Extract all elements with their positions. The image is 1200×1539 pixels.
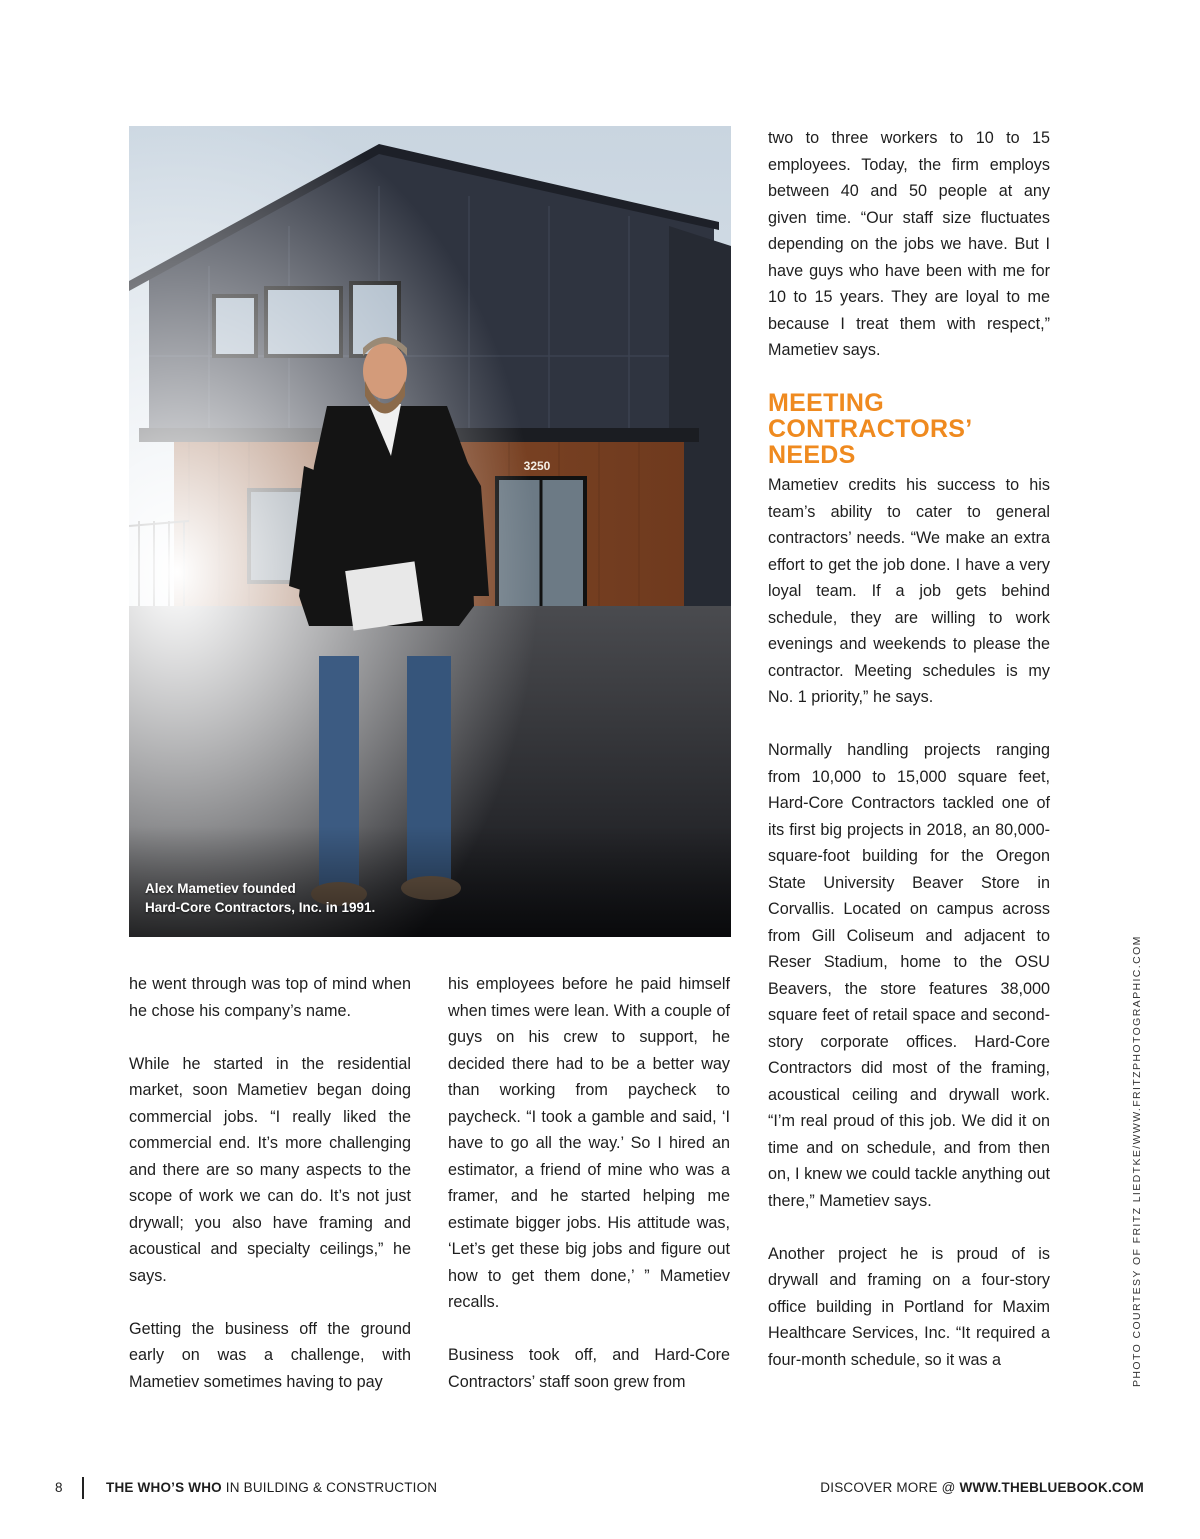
article-column-left	[129, 971, 411, 1395]
feature-photo	[129, 126, 731, 937]
paragraph: Business took off, and Hard-Core Contractors’ staff soon grew from	[448, 1346, 730, 1391]
footer-divider	[82, 1477, 84, 1499]
paragraph: Mametiev credits his success to his team’s ability to cater to general contractors’ needs. “We make an extra effort to get the job done. I have a very loyal team. If a job gets behind schedule, they are willing to work evenings and weekends to please the contractor. Meeting schedules is my No. 1 priority,” he says.	[768, 476, 1050, 706]
article-column-middle	[448, 971, 730, 1395]
paragraph: Normally handling projects ranging from 10,000 to 15,000 square feet, Hard-Core Contractors tackled one of its first big projects in 2018, an 80,000-square-foot building for the Oregon State University Beaver Store in Corvallis. Located on campus across from Gill Coliseum and adjacent to Reser Stadium, home to the OSU Beavers, the store features 38,000 square feet of retail space and second-story corporate offices. Hard-Core Contractors did most of the framing, acoustical ceiling and drywall work. “I’m real proud of this job. We did it on time and on schedule, and from then on, I knew we could tackle anything out there,” Mametiev says.	[768, 741, 1050, 1210]
paragraph: his employees before he paid himself when times were lean. With a couple of guys on his crew to support, he decided there had to be a better way than working from paycheck to paycheck. “I took a gamble and said, ‘I have to go all the way.’ So I hired an estimator, a friend of mine who was a framer, and he started helping me estimate bigger jobs. His attitude was, ‘Let’s get these big jobs and figure out how to get them done,’ ” Mametiev recalls.	[448, 975, 730, 1311]
publication-title-rest: IN BUILDING & CONSTRUCTION	[221, 1480, 438, 1495]
heading-line: MEETING	[768, 389, 884, 417]
paragraph: Another project he is proud of is drywall and framing on a four-story office building in Portland for Maxim Healthcare Services, Inc. “It required a four-month schedule, so it was a	[768, 1244, 1050, 1369]
paragraph: Getting the business off the ground early on was a challenge, with Mametiev sometimes having to pay	[129, 1319, 411, 1391]
paragraph: While he started in the residential market, soon Mametiev began doing commercial jobs. “I really liked the commercial end. It’s more challenging and there are so many aspects to the scope of work we can do. It’s not just drywall; you also have framing and acoustical and specialty ceilings,” he says.	[129, 1054, 411, 1285]
heading-line: CONTRACTORS’	[768, 415, 973, 443]
building-photo-illustration	[129, 126, 731, 937]
page-footer	[0, 1477, 1200, 1499]
discover-prefix: DISCOVER MORE @	[820, 1480, 960, 1495]
page-number: 8	[55, 1480, 63, 1495]
paragraph: he went through was top of mind when he chose his company’s name.	[129, 975, 411, 1020]
caption-line: Hard-Core Contractors, Inc. in 1991.	[145, 900, 376, 915]
publication-title	[106, 1477, 437, 1499]
caption-line: Alex Mametiev founded	[145, 881, 296, 896]
photo-credit: PHOTO COURTESY OF FRITZ LIEDTKE/WWW.FRITZPHOTOGRAPHIC.COM	[1131, 935, 1143, 1387]
photo-caption	[145, 879, 375, 917]
article-column-right	[768, 125, 1050, 1373]
publication-title-bold: THE WHO’S WHO	[106, 1480, 222, 1495]
heading-line: NEEDS	[768, 441, 856, 469]
paragraph: two to three workers to 10 to 15 employees. Today, the firm employs between 40 and 50 people at any given time. “Our staff size fluctuates depending on the jobs we have. But I have guys who have been with me for 10 to 15 years. They are loyal to me because I treat them with respect,” Mametiev says.	[768, 129, 1050, 359]
section-heading	[768, 390, 1050, 468]
discover-more	[820, 1477, 1144, 1499]
website-link[interactable]: WWW.THEBLUEBOOK.COM	[959, 1480, 1144, 1495]
